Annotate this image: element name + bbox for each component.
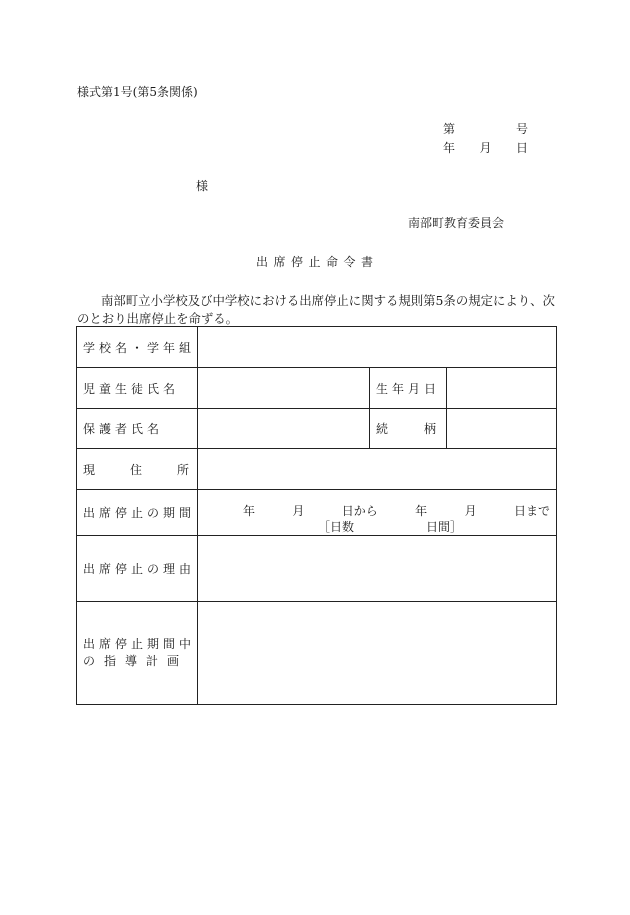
suspension-form-table bbox=[76, 326, 557, 705]
address-label-char: 住 bbox=[129, 462, 142, 477]
reason-field[interactable] bbox=[198, 536, 557, 602]
date-day: 日 bbox=[515, 141, 528, 155]
table-row bbox=[77, 368, 557, 409]
period-month-to: 月 bbox=[464, 504, 477, 518]
period-year-from: 年 bbox=[243, 504, 256, 518]
table-row bbox=[77, 490, 557, 536]
issue-date-line bbox=[443, 142, 528, 154]
table-row bbox=[77, 409, 557, 449]
address-field[interactable] bbox=[198, 449, 557, 490]
period-year-to: 年 bbox=[415, 504, 428, 518]
guardian-name-field[interactable] bbox=[198, 409, 370, 449]
relation-field[interactable] bbox=[447, 409, 557, 449]
addressee-suffix: 様 bbox=[196, 179, 209, 193]
date-year: 年 bbox=[443, 141, 456, 155]
reason-label: 出席停止の理由 bbox=[77, 536, 198, 602]
school-grade-label: 学校名・学年組 bbox=[77, 327, 198, 368]
relation-label bbox=[370, 409, 447, 449]
guidance-field[interactable] bbox=[198, 602, 557, 705]
period-dates bbox=[243, 502, 550, 519]
guardian-name-label: 保護者氏名 bbox=[77, 409, 198, 449]
student-name-field[interactable] bbox=[198, 368, 370, 409]
period-day-to: 日まで bbox=[513, 504, 550, 518]
period-label: 出席停止の期間 bbox=[77, 490, 198, 536]
period-month-from: 月 bbox=[292, 504, 305, 518]
body-text: 南部町立小学校及び中学校における出席停止に関する規則第5条の規定により、次のとおり出席停止を命ずる。 bbox=[77, 293, 555, 326]
address-label-char: 所 bbox=[176, 462, 189, 477]
school-grade-field[interactable] bbox=[198, 327, 557, 368]
table-row bbox=[77, 536, 557, 602]
period-field[interactable] bbox=[198, 490, 557, 536]
number-suffix: 号 bbox=[515, 122, 528, 136]
relation-label-char: 柄 bbox=[423, 422, 436, 436]
table-row bbox=[77, 327, 557, 368]
table-row bbox=[77, 602, 557, 705]
form-number-label: 様式第1号(第5条関係) bbox=[77, 85, 198, 99]
document-title: 出席停止命令書 bbox=[256, 255, 379, 269]
birthdate-label: 生年月日 bbox=[370, 368, 447, 409]
student-name-label: 児童生徒氏名 bbox=[77, 368, 198, 409]
birthdate-field[interactable] bbox=[447, 368, 557, 409]
address-label-char: 現 bbox=[83, 462, 96, 477]
period-day-from: 日から bbox=[341, 504, 378, 518]
address-label bbox=[77, 449, 198, 490]
issuer-name: 南部町教育委員会 bbox=[408, 216, 505, 230]
document-number-line bbox=[443, 123, 528, 135]
guidance-label bbox=[77, 602, 198, 705]
relation-label-char: 続 bbox=[376, 422, 389, 436]
period-days: ［日数 日間］ bbox=[318, 520, 463, 534]
number-prefix: 第 bbox=[443, 122, 456, 136]
table-row bbox=[77, 449, 557, 490]
date-month: 月 bbox=[479, 141, 492, 155]
guidance-label-line2: の指導計画 bbox=[83, 654, 189, 668]
guidance-label-line1: 出席停止期間中 bbox=[83, 637, 196, 651]
